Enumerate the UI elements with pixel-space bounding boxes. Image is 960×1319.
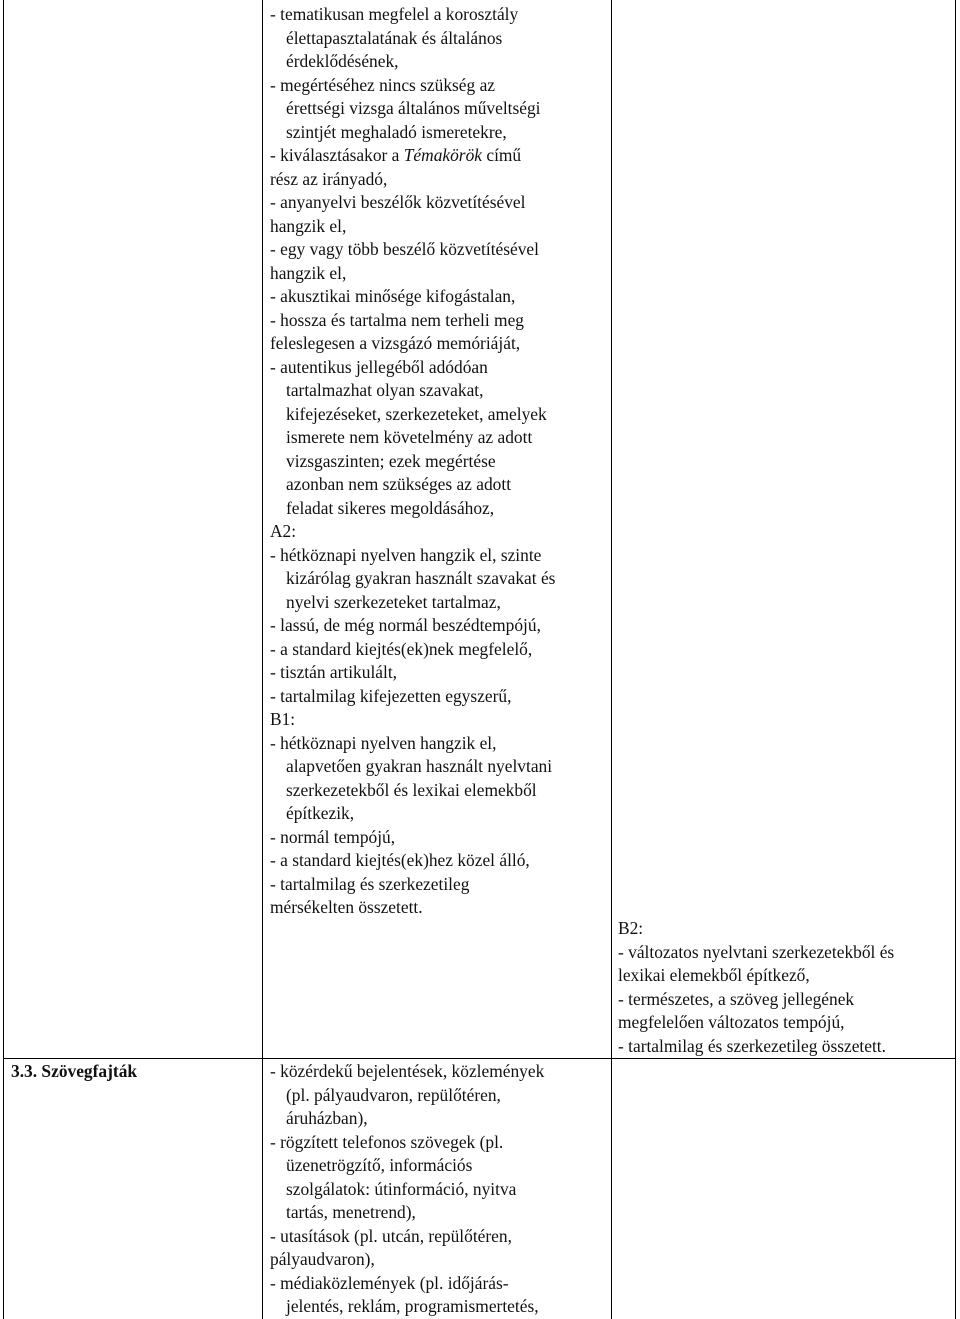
text-line: - változatos nyelvtani szerkezetekből és <box>618 941 895 962</box>
text-line: szerkezetekből és lexikai elemekből <box>286 779 537 800</box>
text-line: B1: <box>270 709 296 729</box>
text-line <box>270 144 521 167</box>
text-line: megfelelően változatos tempójú, <box>618 1012 845 1032</box>
text-line: szolgálatok: útinformáció, nyitva <box>286 1178 517 1199</box>
text-line: - utasítások (pl. utcán, repülőtéren, <box>270 1225 512 1246</box>
table-border-right <box>955 0 956 1319</box>
b2-criteria-cell <box>618 917 953 1057</box>
text-line: vizsgaszinten; ezek megértése <box>286 450 496 471</box>
text-line: hangzik el, <box>270 262 347 283</box>
text-line: - hétköznapi nyelven hangzik el, <box>270 732 497 753</box>
text-line: - tisztán artikulált, <box>270 662 398 682</box>
text-line: rész az irányadó, <box>270 168 388 189</box>
column-divider-2 <box>611 0 612 1319</box>
text-run: című <box>482 145 522 165</box>
text-line: - hossza és tartalma nem terheli meg <box>270 309 524 330</box>
text-types-cell <box>270 1060 608 1319</box>
text-line: - természetes, a szöveg jellegének <box>618 988 855 1009</box>
text-line: lexikai elemekből építkező, <box>618 965 810 985</box>
text-line: jelentés, reklám, programismertetés, <box>286 1296 539 1316</box>
text-line: érdeklődésének, <box>286 51 399 71</box>
text-line: hangzik el, <box>270 215 347 236</box>
text-line: feleslegesen a vizsgázó memóriáját, <box>270 333 521 353</box>
text-line: kizárólag gyakran használt szavakat és <box>286 568 556 588</box>
text-line: - a standard kiejtés(ek)hez közel álló, <box>270 850 530 870</box>
row-divider <box>3 1058 956 1059</box>
text-line: áruházban), <box>286 1108 368 1128</box>
text-line: - megértéséhez nincs szükség az <box>270 74 496 95</box>
text-line: B2: <box>618 918 644 938</box>
text-line: ismerete nem követelmény az adott <box>286 427 533 447</box>
text-line: - tematikusan megfelel a korosztály <box>270 4 519 24</box>
text-line: érettségi vizsga általános műveltségi <box>286 98 541 118</box>
text-line: - lassú, de még normál beszédtempójú, <box>270 615 541 635</box>
text-line: feladat sikeres megoldásához, <box>286 497 495 518</box>
text-line: - rögzített telefonos szövegek (pl. <box>270 1131 504 1152</box>
italic-title: Témakörök <box>403 145 482 165</box>
section-title: 3.3. Szövegfajták <box>11 1061 138 1081</box>
content-criteria-cell <box>270 3 608 1053</box>
text-line: - hétköznapi nyelven hangzik el, szinte <box>270 544 542 565</box>
text-run: - kiválasztásakor a <box>270 145 404 165</box>
text-line: üzenetrögzítő, információs <box>286 1155 473 1175</box>
text-line: szintjét meghaladó ismeretekre, <box>286 121 507 142</box>
text-line: élettapasztalatának és általános <box>286 27 503 48</box>
text-line: tartás, menetrend), <box>286 1202 416 1222</box>
text-line: építkezik, <box>286 803 355 823</box>
text-line: - közérdekű bejelentések, közlemények <box>270 1061 545 1081</box>
text-line: - akusztikai minősége kifogástalan, <box>270 286 516 306</box>
text-line: - anyanyelvi beszélők közvetítésével <box>270 192 526 212</box>
table-border-left <box>3 0 4 1319</box>
text-line: mérsékelten összetett. <box>270 897 423 917</box>
text-line: azonban nem szükséges az adott <box>286 474 512 494</box>
text-line: - médiaközlemények (pl. időjárás- <box>270 1272 509 1293</box>
text-line: tartalmazhat olyan szavakat, <box>286 380 484 400</box>
text-line: (pl. pályaudvaron, repülőtéren, <box>286 1084 501 1105</box>
text-line: - egy vagy több beszélő közvetítésével <box>270 239 539 259</box>
text-line: alapvetően gyakran használt nyelvtani <box>286 756 553 776</box>
text-line: kifejezéseket, szerkezeteket, amelyek <box>286 403 547 424</box>
column-divider-1 <box>262 0 263 1319</box>
text-line: - tartalmilag és szerkezetileg összetett. <box>618 1035 886 1056</box>
text-line: nyelvi szerkezeteket tartalmaz, <box>286 591 501 612</box>
text-line: pályaudvaron), <box>270 1249 375 1269</box>
text-line: - tartalmilag és szerkezetileg <box>270 873 470 894</box>
text-line: - normál tempójú, <box>270 826 396 847</box>
text-line: A2: <box>270 521 297 541</box>
text-line: - a standard kiejtés(ek)nek megfelelő, <box>270 638 533 659</box>
text-line: - autentikus jellegéből adódóan <box>270 356 488 377</box>
text-line: - tartalmilag kifejezetten egyszerű, <box>270 685 512 706</box>
